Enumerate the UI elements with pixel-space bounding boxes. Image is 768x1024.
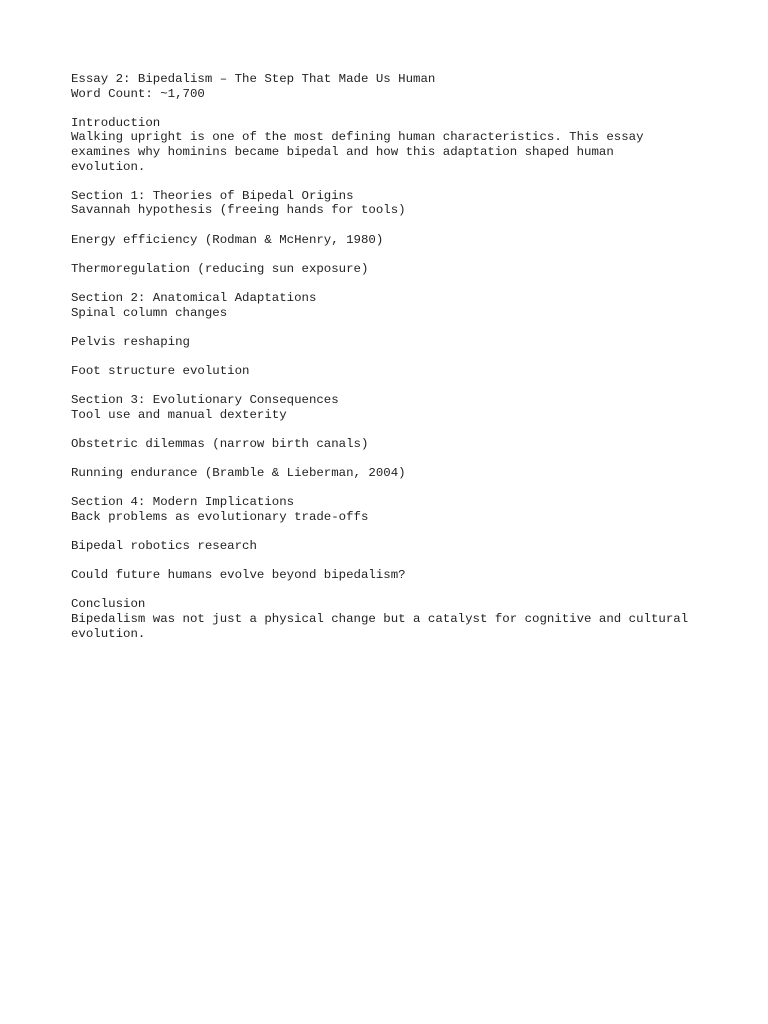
conclusion-line: Bipedalism was not just a physical change but a catalyst for cognitive and cultural	[71, 611, 689, 626]
section-3-item: Obstetric dilemmas (narrow birth canals)	[71, 436, 369, 451]
word-count: Word Count: ~1,700	[71, 86, 205, 101]
paragraph-gap	[71, 276, 731, 291]
paragraph-gap	[71, 481, 731, 496]
paragraph-gap	[71, 101, 731, 116]
introduction-line: Walking upright is one of the most defining human characteristics. This essay	[71, 130, 644, 145]
conclusion-heading: Conclusion	[71, 597, 146, 612]
section-2-item: Foot structure evolution	[71, 363, 250, 378]
paragraph-gap	[71, 378, 731, 393]
section-1-item: Energy efficiency (Rodman & McHenry, 1980)	[71, 232, 384, 247]
paragraph-gap	[71, 422, 731, 437]
paragraph-gap	[71, 218, 731, 233]
document-title: Essay 2: Bipedalism – The Step That Made Us Human	[71, 72, 436, 86]
section-2-heading: Section 2: Anatomical Adaptations	[71, 290, 317, 305]
section-1-item: Savannah hypothesis (freeing hands for tools)	[71, 203, 406, 218]
section-1-item: Thermoregulation (reducing sun exposure)	[71, 261, 369, 276]
conclusion-line: evolution.	[71, 626, 146, 641]
paragraph-gap	[71, 247, 731, 262]
section-4-item: Bipedal robotics research	[71, 539, 257, 553]
introduction-heading: Introduction	[71, 115, 161, 130]
section-3-item: Running endurance (Bramble & Lieberman, 2004)	[71, 466, 406, 481]
paragraph-gap	[71, 554, 731, 569]
section-3-item: Tool use and manual dexterity	[71, 407, 287, 422]
section-4-item: Back problems as evolutionary trade-offs	[71, 509, 369, 524]
section-4-heading: Section 4: Modern Implications	[71, 495, 295, 510]
paragraph-gap	[71, 583, 731, 598]
paragraph-gap	[71, 349, 731, 364]
section-2-item: Pelvis reshaping	[71, 334, 190, 349]
section-3-heading: Section 3: Evolutionary Consequences	[71, 393, 339, 408]
section-4-item: Could future humans evolve beyond bipedalism?	[71, 568, 406, 583]
document-page	[71, 72, 731, 641]
paragraph-gap	[71, 174, 731, 189]
section-1-heading: Section 1: Theories of Bipedal Origins	[71, 188, 354, 203]
section-2-item: Spinal column changes	[71, 305, 228, 320]
paragraph-gap	[71, 320, 731, 335]
introduction-line: examines why hominins became bipedal and how this adaptation shaped human	[71, 144, 614, 159]
paragraph-gap	[71, 524, 731, 539]
paragraph-gap	[71, 451, 731, 466]
introduction-line: evolution.	[71, 159, 146, 174]
